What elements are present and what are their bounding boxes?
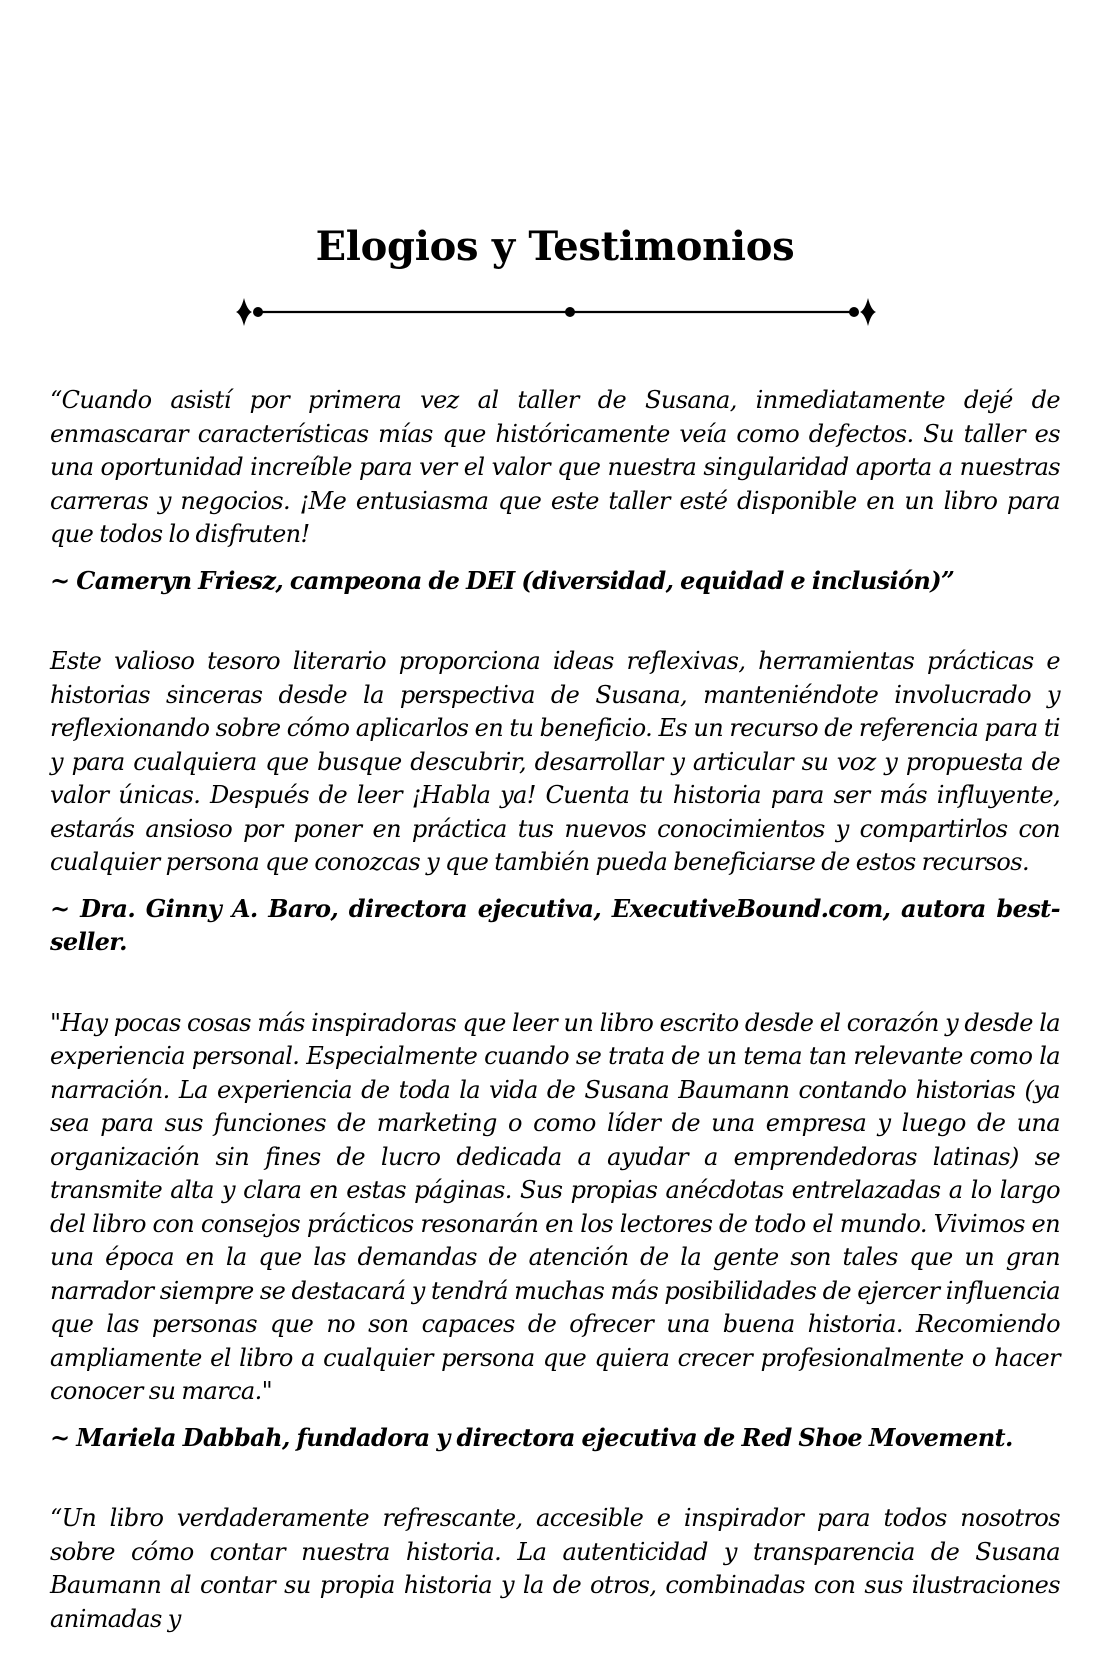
testimonial-block (50, 1502, 1060, 1636)
testimonials-section (50, 384, 1060, 1636)
testimonial-attribution: ~ Cameryn Friesz, campeona de DEI (diversidad, equidad e inclusión)” (50, 565, 955, 595)
testimonial-quote: Este valioso tesoro literario proporciona ideas reflexivas, herramientas prácticas e historias sinceras desde la perspectiva de Susana, manteniéndote involucrado y reflexionando sobre cómo aplicarlos en tu beneficio. Es un recurso de referencia para ti y para cualquiera que busque descubrir, desarrollar y articular su voz y propuesta de valor únicas. Después de leer ¡Habla ya! Cuenta tu historia para ser más influyente, estarás ansioso por poner en práctica tus nuevos conocimientos y compartirlos con cualquier persona que conozcas y que también pueda beneficiarse de estos recursos. (50, 647, 1060, 876)
testimonial-attribution: ~ Mariela Dabbah, fundadora y directora ejecutiva de Red Shoe Movement. (50, 1422, 1013, 1452)
testimonial-quote: “Un libro verdaderamente refrescante, accesible e inspirador para todos nosotros sobre cómo contar nuestra historia. La autenticidad y transparencia de Susana Baumann al contar su propia historia y la de otros, combinadas con sus ilustraciones animadas y (50, 1504, 1060, 1633)
testimonial-block (50, 1007, 1060, 1455)
testimonial-block (50, 384, 1060, 597)
testimonial-quote: “Cuando asistí por primera vez al taller de Susana, inmediatamente dejé de enmascarar características mías que históricamente veía como defectos. Su taller es una oportunidad increíble para ver el valor que nuestra singularidad aporta a nuestras carreras y negocios. ¡Me entusiasma que este taller esté disponible en un libro para que todos lo disfruten! (50, 386, 1060, 548)
testimonial-attribution: ~ Dra. Ginny A. Baro, directora ejecutiva, ExecutiveBound.com, autora best-seller. (50, 893, 1060, 956)
page-title: Elogios y Testimonios (315, 222, 795, 270)
testimonial-block (50, 645, 1060, 959)
testimonial-quote: "Hay pocas cosas más inspiradoras que leer un libro escrito desde el corazón y desde la experiencia personal. Especialmente cuando se trata de un tema tan relevante como la narración. La experiencia de toda la vida de Susana Baumann contando historias (ya sea para sus funciones de marketing o como líder de una empresa y luego de una organización sin fines de lucro dedicada a ayudar a emprendedoras latinas) se transmite alta y clara en estas páginas. Sus propias anécdotas entrelazadas a lo largo del libro con consejos prácticos resonarán en los lectores de todo el mundo. Vivimos en una época en la que las demandas de atención de la gente son tales que un gran narrador siempre se destacará y tendrá muchas más posibilidades de ejercer influencia que las personas que no son capaces de ofrecer una buena historia. Recomiendo ampliamente el libro a cualquier persona que quiera crecer profesionalmente o hacer conocer su marca." (50, 1008, 1060, 1405)
decorative-divider-icon (236, 298, 876, 334)
